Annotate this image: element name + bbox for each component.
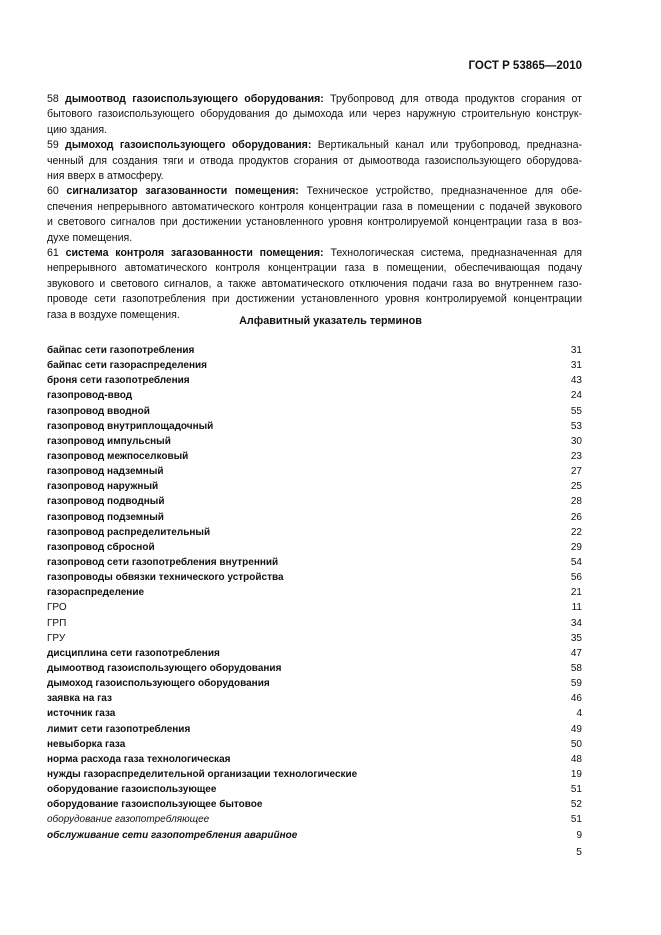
standard-code-header: ГОСТ Р 53865—2010 <box>468 60 582 72</box>
index-term: источник газа <box>47 708 116 720</box>
definition-text-line: звукового и светового сигналов, а также автоматического отключения подачи газа во внутреннем газо- <box>47 277 582 290</box>
index-term-number: 23 <box>570 450 582 462</box>
index-term: обслуживание сети газопотребления аварийное <box>47 829 298 841</box>
index-term-number: 4 <box>576 708 582 720</box>
definition-first-line <box>47 92 582 107</box>
index-row <box>47 706 582 721</box>
index-term-number: 19 <box>570 768 582 780</box>
index-term: ГРУ <box>47 632 66 644</box>
index-term-number: 54 <box>570 556 582 568</box>
index-row <box>47 828 582 843</box>
index-term: газопровод распределительный <box>47 526 211 538</box>
index-term: невыборка газа <box>47 738 126 750</box>
index-term-number: 56 <box>570 572 582 584</box>
index-term-number: 30 <box>570 435 582 447</box>
index-row <box>47 494 582 509</box>
definition-59 <box>47 138 582 184</box>
definition-text-line: проводе сети газопотребления при достижении установленного уровня контролируемой концентрации <box>47 293 582 306</box>
index-term-number: 25 <box>570 481 582 493</box>
index-term: норма расхода газа технологическая <box>47 753 231 765</box>
index-row <box>47 631 582 646</box>
definition-text-line: газа в воздухе помещения. <box>47 308 180 321</box>
index-term-number: 9 <box>576 829 582 841</box>
index-row <box>47 555 582 570</box>
index-term-number: 49 <box>570 723 582 735</box>
index-row <box>47 797 582 812</box>
index-row <box>47 510 582 525</box>
index-row <box>47 373 582 388</box>
definition-number: 58 <box>47 93 59 105</box>
index-row <box>47 767 582 782</box>
index-term-number: 53 <box>570 420 582 432</box>
index-row <box>47 752 582 767</box>
index-term: дисциплина сети газопотребления <box>47 647 220 659</box>
index-row <box>47 358 582 373</box>
index-term-number: 46 <box>570 693 582 705</box>
index-term-number: 26 <box>570 511 582 523</box>
definition-first-line <box>47 246 582 261</box>
index-term-number: 59 <box>570 678 582 690</box>
definition-text-line: цию здания. <box>47 123 108 136</box>
index-term-number: 43 <box>570 375 582 387</box>
index-term-number: 24 <box>570 390 582 402</box>
definition-text: Технологическая система, предназначенная для <box>330 247 582 260</box>
definitions-block <box>47 92 582 323</box>
index-term: газопровод вводной <box>47 405 150 417</box>
index-term-number: 34 <box>570 617 582 629</box>
index-term: газопроводы обвязки технического устройства <box>47 572 284 584</box>
index-term: газопровод надземный <box>47 466 164 478</box>
index-row <box>47 585 582 600</box>
definition-text-line: и светового сигналов при достижении установленного уровня контролируемой концентрации газа в воз- <box>47 216 582 229</box>
definition-text-line: ченный для создания тяги и отвода продуктов сгорания от дымоотвода газоиспользующего оборудова- <box>47 154 582 167</box>
index-term: дымоотвод газоиспользующего оборудования <box>47 662 282 674</box>
definition-term: дымоотвод газоиспользующего оборудования: <box>65 93 324 105</box>
index-row <box>47 600 582 615</box>
definition-term: система контроля загазованности помещения: <box>65 247 324 260</box>
index-row <box>47 540 582 555</box>
definition-text-line: бытового газоиспользующего оборудования до дымохода или через наружную строительную конструк- <box>47 108 582 121</box>
index-term: газораспределение <box>47 587 145 599</box>
index-term-number: 28 <box>570 496 582 508</box>
index-term: лимит сети газопотребления <box>47 723 191 735</box>
index-title: Алфавитный указатель терминов <box>239 315 422 327</box>
alphabetical-index <box>47 343 582 843</box>
index-row <box>47 388 582 403</box>
definition-61 <box>47 246 582 323</box>
index-term-number: 29 <box>570 541 582 553</box>
definition-number: 59 <box>47 139 59 152</box>
index-term: газопровод-ввод <box>47 390 133 402</box>
index-row <box>47 434 582 449</box>
index-row <box>47 419 582 434</box>
index-row <box>47 737 582 752</box>
index-row <box>47 525 582 540</box>
index-term-number: 21 <box>570 587 582 599</box>
index-row <box>47 570 582 585</box>
index-term-number: 55 <box>570 405 582 417</box>
index-term-number: 58 <box>570 662 582 674</box>
index-term-number: 35 <box>570 632 582 644</box>
index-term: заявка на газ <box>47 693 112 705</box>
index-term-number: 31 <box>570 360 582 372</box>
definition-text: Вертикальный канал или трубопровод, предназна- <box>317 139 583 152</box>
index-term: газопровод наружный <box>47 481 159 493</box>
index-row <box>47 404 582 419</box>
index-term-number: 48 <box>570 753 582 765</box>
definition-58 <box>47 92 582 138</box>
index-row <box>47 722 582 737</box>
index-term: газопровод подводный <box>47 496 165 508</box>
index-term: ГРП <box>47 617 67 629</box>
index-term-number: 51 <box>570 814 582 826</box>
index-term: газопровод межпоселковый <box>47 450 189 462</box>
index-term: газопровод внутриплощадочный <box>47 420 214 432</box>
definition-number: 61 <box>47 247 59 260</box>
index-row <box>47 691 582 706</box>
definition-text: Трубопровод для отвода продуктов сгорания от <box>330 93 582 105</box>
index-row <box>47 782 582 797</box>
index-row <box>47 812 582 827</box>
page-number: 5 <box>576 846 582 858</box>
index-term: газопровод сети газопотребления внутренний <box>47 556 279 568</box>
index-term: оборудование газоиспользующее <box>47 784 217 796</box>
index-term-number: 22 <box>570 526 582 538</box>
definition-60 <box>47 184 582 246</box>
index-term: дымоход газоиспользующего оборудования <box>47 678 270 690</box>
index-term-number: 52 <box>570 799 582 811</box>
index-term: броня сети газопотребления <box>47 375 190 387</box>
index-term: оборудование газоиспользующее бытовое <box>47 799 263 811</box>
index-row <box>47 676 582 691</box>
index-row <box>47 646 582 661</box>
index-row <box>47 449 582 464</box>
index-row <box>47 661 582 676</box>
definition-text-line: духе помещения. <box>47 231 133 244</box>
index-row <box>47 616 582 631</box>
definition-text-line: непрерывного автоматического контроля концентрации газа в помещении, обеспечивающая подачу <box>47 262 582 275</box>
definition-first-line <box>47 138 582 153</box>
definition-first-line <box>47 184 582 199</box>
definition-text: Техническое устройство, предназначенное для обе- <box>306 185 582 198</box>
index-term: байпас сети газораспределения <box>47 360 207 372</box>
index-term: байпас сети газопотребления <box>47 345 195 356</box>
definition-text-line: ния вверх в атмосферу. <box>47 170 164 183</box>
definition-term: дымоход газоиспользующего оборудования: <box>65 139 312 152</box>
index-term: газопровод подземный <box>47 511 164 523</box>
index-term: оборудование газопотребляющее <box>47 814 210 826</box>
index-term-number: 51 <box>570 784 582 796</box>
index-term-number: 27 <box>570 466 582 478</box>
index-term: нужды газораспределительной организации технологические <box>47 768 358 780</box>
index-term: ГРО <box>47 602 67 614</box>
index-term: газопровод импульсный <box>47 435 171 447</box>
definition-number: 60 <box>47 185 59 198</box>
index-row <box>47 343 582 358</box>
index-term-number: 11 <box>571 602 582 614</box>
index-row <box>47 479 582 494</box>
index-term: газопровод сбросной <box>47 541 155 553</box>
index-term-number: 31 <box>570 345 582 356</box>
index-term-number: 47 <box>570 647 582 659</box>
index-row <box>47 464 582 479</box>
definition-term: сигнализатор загазованности помещения: <box>66 185 299 198</box>
definition-text-line: спечения непрерывного автоматического контроля концентрации газа в помещении с подачей звукового <box>47 200 582 213</box>
index-term-number: 50 <box>570 738 582 750</box>
